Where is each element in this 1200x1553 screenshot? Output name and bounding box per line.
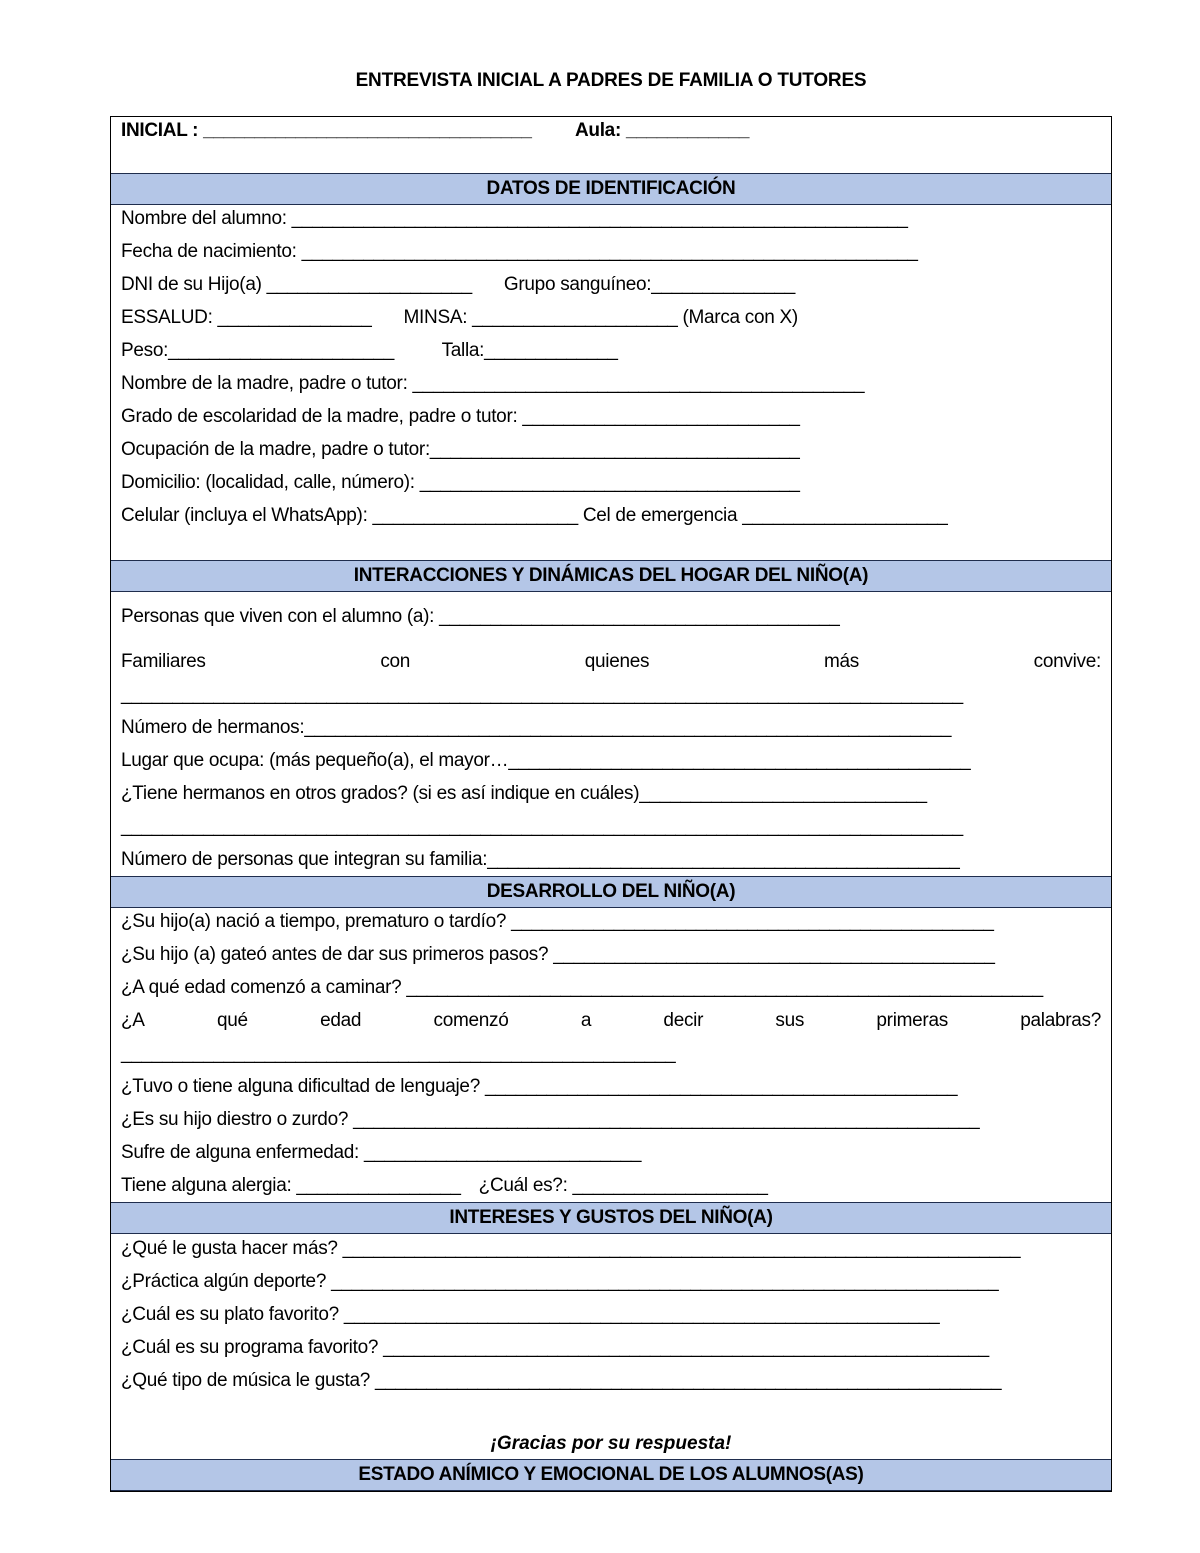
alergia-field[interactable]: Tiene alguna alergia: ________________ [121,1175,461,1196]
document-title: ENTREVISTA INICIAL A PADRES DE FAMILIA O TUTORES [355,70,867,91]
plato-favorito-field[interactable]: ¿Cuál es su plato favorito? __________________________________________________________ [121,1304,940,1325]
familiares-field[interactable]: __________________________________________________________________________________ [121,684,963,705]
palabras-word: qué [217,1010,248,1031]
familiares-row [121,650,1101,674]
palabras-field[interactable]: ______________________________________________________ [121,1043,676,1064]
caminar-field[interactable]: ¿A qué edad comenzó a caminar? ______________________________________________________________ [121,977,1043,998]
nacio-field[interactable]: ¿Su hijo(a) nació a tiempo, prematuro o tardío? _______________________________________________ [121,911,994,932]
palabras-word: edad [320,1010,362,1031]
ocupacion-field[interactable]: Ocupación de la madre, padre o tutor:____________________________________ [121,439,800,460]
palabras-word: comenzó [433,1010,509,1031]
seguro-row [121,306,1101,330]
inicial-field[interactable]: INICIAL : ________________________________ [121,120,532,141]
gateo-field[interactable]: ¿Su hijo (a) gateó antes de dar sus primeros pasos? ___________________________________________ [121,944,995,965]
peso-talla-row [121,339,1101,363]
palabras-word: primeras [876,1010,948,1031]
deporte-field[interactable]: ¿Práctica algún deporte? _________________________________________________________________ [121,1271,999,1292]
section-intereses-header: INTERESES Y GUSTOS DEL NIÑO(A) [111,1202,1111,1234]
familiares-word: quienes [584,651,650,672]
header-row [121,119,1101,143]
diestro-field[interactable]: ¿Es su hijo diestro o zurdo? _____________________________________________________________ [121,1109,980,1130]
palabras-word: ¿A [121,1010,145,1031]
palabras-word: decir [663,1010,704,1031]
minsa-field[interactable]: MINSA: ____________________ (Marca con X) [403,307,798,328]
hermanos-field[interactable]: Número de hermanos:_______________________________________________________________ [121,717,952,738]
programa-favorito-field[interactable]: ¿Cuál es su programa favorito? ___________________________________________________________ [121,1337,989,1358]
palabras-word: palabras? [1020,1010,1101,1031]
aula-field[interactable]: Aula: ____________ [574,120,750,141]
section-estado-header: ESTADO ANÍMICO Y EMOCIONAL DE LOS ALUMNOS(AS) [111,1459,1111,1491]
familiares-word: más [823,651,859,672]
enfermedad-field[interactable]: Sufre de alguna enfermedad: ___________________________ [121,1142,642,1163]
palabras-row [121,1009,1101,1033]
domicilio-field[interactable]: Domicilio: (localidad, calle, número): _____________________________________ [121,472,800,493]
palabras-word: sus [775,1010,805,1031]
lugar-field[interactable]: Lugar que ocupa: (más pequeño(a), el mayor…_____________________________________________ [121,750,971,771]
otros-grados-field[interactable]: ¿Tiene hermanos en otros grados? (si es así indique en cuáles)____________________________ [121,783,927,804]
cual-alergia-field[interactable]: ¿Cuál es?: ___________________ [478,1175,768,1196]
section-interacciones-header: INTERACCIONES Y DINÁMICAS DEL HOGAR DEL NIÑO(A) [111,560,1111,592]
familiares-word: Familiares [121,651,206,672]
essalud-field[interactable]: ESSALUD: _______________ [121,307,372,328]
familiares-word: con [380,651,411,672]
section-identificacion-header: DATOS DE IDENTIFICACIÓN [111,173,1111,205]
gusta-hacer-field[interactable]: ¿Qué le gusta hacer más? __________________________________________________________________ [121,1238,1021,1259]
nombre-alumno-field[interactable]: Nombre del alumno: ____________________________________________________________ [121,208,908,229]
dni-field[interactable]: DNI de su Hijo(a) ____________________ [121,274,472,295]
palabras-word: a [580,1010,592,1031]
otros-grados-line[interactable]: __________________________________________________________________________________ [121,816,963,837]
grado-escolaridad-field[interactable]: Grado de escolaridad de la madre, padre o tutor: ___________________________ [121,406,800,427]
lenguaje-field[interactable]: ¿Tuvo o tiene alguna dificultad de lenguaje? ______________________________________________ [121,1076,958,1097]
thanks-message: ¡Gracias por su respuesta! [490,1433,732,1454]
section-desarrollo-header: DESARROLLO DEL NIÑO(A) [111,876,1111,908]
dni-row [121,273,1101,297]
talla-field[interactable]: Talla:_____________ [441,340,618,361]
integran-familia-field[interactable]: Número de personas que integran su familia:______________________________________________ [121,849,960,870]
grupo-sanguineo-field[interactable]: Grupo sanguíneo:______________ [503,274,795,295]
celular-field[interactable]: Celular (incluya el WhatsApp): ____________________ Cel de emergencia ____________________ [121,505,948,526]
familiares-word: convive: [1033,651,1101,672]
fecha-nacimiento-field[interactable]: Fecha de nacimiento: ____________________________________________________________ [121,241,918,262]
alergia-row [121,1174,1101,1198]
peso-field[interactable]: Peso:______________________ [121,340,394,361]
nombre-madre-field[interactable]: Nombre de la madre, padre o tutor: ____________________________________________ [121,373,865,394]
personas-field[interactable]: Personas que viven con el alumno (a): _______________________________________ [121,606,840,627]
interview-form [110,116,1112,1492]
musica-field[interactable]: ¿Qué tipo de música le gusta? _____________________________________________________________ [121,1370,1002,1391]
